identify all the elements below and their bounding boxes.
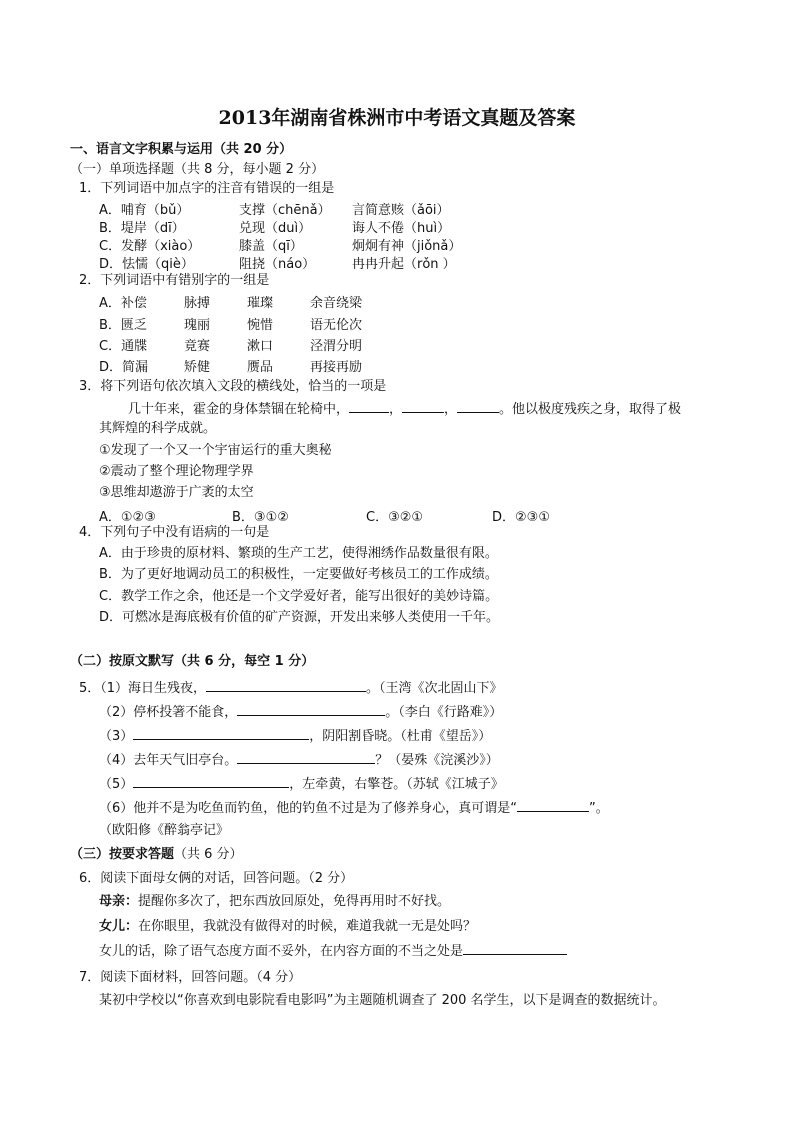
q5-4-prompt: （4）去年天气旧亭台。 — [99, 753, 238, 768]
section3-title: （三）按要求答题 — [70, 847, 175, 862]
section2-heading: （二）按原文默写（共 6 分，每空 1 分） — [70, 654, 315, 669]
section1-heading: 一、语言文字积累与运用（共 20 分） — [70, 142, 293, 157]
q1-option: A．哺育（bǔ） — [99, 203, 190, 218]
q5-5-source: ，左牵黄，右擎苍。（苏轼《江城子》 — [289, 777, 504, 792]
q6-stem: 6．阅读下面母女俩的对话，回答问题。（2 分） — [79, 871, 354, 886]
q3-option: B．③①② — [232, 510, 289, 525]
q5-3-prompt: （3） — [99, 729, 134, 744]
q1-option: 阻挠（náo） — [239, 257, 316, 272]
q5-6-blank[interactable] — [517, 798, 589, 812]
q5-4-blank[interactable] — [237, 750, 375, 764]
q2-option: 赝品 — [247, 360, 274, 375]
q5-3-blank[interactable] — [133, 726, 309, 740]
q3-passage — [128, 399, 681, 419]
q2-option: 漱口 — [247, 339, 274, 354]
q2-option: 竟赛 — [184, 339, 211, 354]
q3-item: ③思维却遨游于广袤的太空 — [99, 485, 254, 500]
q2-option: D．简漏 — [99, 360, 149, 375]
q5-2-prompt: （2）停杯投箸不能食， — [99, 705, 238, 720]
q5-1 — [79, 678, 503, 698]
q4-option: B．为了更好地调动员工的积极性，一定要做好考核员工的工作成绩。 — [99, 567, 498, 582]
q4-stem: 4．下列句子中没有语病的一句是 — [79, 525, 270, 540]
q2-stem: 2．下列词语中有错别字的一组是 — [79, 273, 270, 288]
part1-heading: （一）单项选择题（共 8 分，每小题 2 分） — [70, 162, 325, 177]
q3-item: ①发现了一个又一个宇宙运行的重大奥秘 — [99, 443, 332, 458]
q4-option: D．可燃冰是海底极有价值的矿产资源，开发出来够人类使用一千年。 — [99, 610, 500, 625]
q6-daughter-label: 女儿： — [99, 919, 139, 934]
q5-5-blank[interactable] — [133, 774, 289, 788]
q6-mother — [99, 893, 450, 911]
q5-4-source: ？（晏殊《浣溪沙》） — [375, 753, 499, 768]
q3-passage-end: 。他以极度残疾之身，取得了极 — [499, 402, 682, 417]
section3-heading — [70, 846, 243, 864]
q3-item: ②震动了整个理论物理学界 — [99, 464, 254, 479]
q5-6-source: （欧阳修《醉翁亭记》 — [99, 823, 230, 838]
q2-option: 惋惜 — [247, 318, 274, 333]
q2-option: 瑰丽 — [184, 318, 211, 333]
q3-sep: ， — [389, 402, 403, 417]
q4-option: A．由于珍贵的原材料、繁琐的生产工艺，使得湘绣作品数量很有限。 — [99, 546, 498, 561]
q4-option: C．教学工作之余，他还是一个文学爱好者，能写出很好的美妙诗篇。 — [99, 589, 499, 604]
q2-option: 脉搏 — [184, 296, 211, 311]
q3-option: A．①②③ — [99, 510, 156, 525]
q2-option: A．补偿 — [99, 296, 147, 311]
section3-points: （共 6 分） — [174, 847, 243, 862]
q5-1-prompt: 5．（1）海日生残夜， — [79, 681, 207, 696]
q3-blank-1[interactable] — [349, 399, 389, 413]
q5-2-blank[interactable] — [237, 702, 385, 716]
q5-2-source: 。（李白《行路难》） — [385, 705, 503, 720]
q2-option: 矫健 — [184, 360, 211, 375]
q5-3 — [99, 726, 491, 746]
q1-option: C．发酵（xiào） — [99, 239, 201, 254]
q5-1-source: 。（王湾《次北固山下》 — [366, 681, 503, 696]
q2-option: 语无伦次 — [310, 318, 363, 333]
q5-6-close: ”。 — [589, 801, 609, 816]
q1-option: 冉冉升起（rǒn ） — [352, 257, 456, 272]
q5-5 — [99, 774, 504, 794]
q5-5-prompt: （5） — [99, 777, 134, 792]
q1-option: B．堤岸（dī） — [99, 221, 185, 236]
q1-stem: 1．下列词语中加点字的注音有错误的一组是 — [79, 181, 335, 196]
q3-passage-line2: 其辉煌的科学成就。 — [99, 421, 217, 436]
q1-option: 支撑（chēnǎ） — [239, 203, 331, 218]
q6-daughter — [99, 918, 476, 936]
q2-option: B．匮乏 — [99, 318, 147, 333]
q5-6-prompt: （6）他并不是为吃鱼而钓鱼，他的钓鱼不过是为了修养身心，真可谓是“ — [99, 801, 518, 816]
q3-sep: ， — [444, 402, 458, 417]
q2-option: 璀璨 — [247, 296, 274, 311]
q6-answer-blank[interactable] — [463, 941, 567, 955]
q2-option: C．通牒 — [99, 339, 148, 354]
q1-option: 诲人不倦（huì） — [352, 221, 451, 236]
q3-option: C．③②① — [366, 510, 424, 525]
q6-mother-label: 母亲： — [99, 894, 139, 909]
q5-3-source: ，阴阳割昏晓。（杜甫《望岳》） — [309, 729, 492, 744]
q1-option: D．怯懦（qiè） — [99, 257, 194, 272]
q1-option: 炯炯有神（jiǒnǎ） — [352, 239, 462, 254]
q7-stem: 7．阅读下面材料，回答问题。（4 分） — [79, 970, 302, 985]
q6-daughter-text: 在你眼里，我就没有做得对的时候，难道我就一无是处吗？ — [138, 919, 477, 934]
q3-option: D．②③① — [492, 510, 550, 525]
q3-blank-2[interactable] — [402, 399, 444, 413]
q6-question — [99, 941, 567, 961]
q3-blank-3[interactable] — [457, 399, 499, 413]
q5-1-blank[interactable] — [206, 678, 366, 692]
q1-option: 言简意赅（ǎōi） — [352, 203, 450, 218]
q7-text: 某初中学校以“你喜欢到电影院看电影吗”为主题随机调查了 200 名学生，以下是调查的数据统计。 — [99, 993, 666, 1008]
q2-option: 再接再励 — [310, 360, 363, 375]
q6-mother-text: 提醒你多次了，把东西放回原处，免得再用时不好找。 — [138, 894, 451, 909]
q5-4 — [99, 750, 499, 770]
q3-passage-start: 几十年来，霍金的身体禁锢在轮椅中， — [128, 402, 350, 417]
q1-option: 兑现（duì） — [239, 221, 312, 236]
q3-stem: 3．将下列语句依次填入文段的横线处，恰当的一项是 — [79, 379, 387, 394]
q2-option: 泾渭分明 — [310, 339, 363, 354]
q5-2 — [99, 702, 502, 722]
page-title: 2013年湖南省株洲市中考语文真题及答案 — [218, 107, 576, 129]
q5-6 — [99, 798, 609, 818]
q2-option: 余音绕梁 — [310, 296, 363, 311]
q1-option: 膝盖（qī） — [239, 239, 303, 254]
q6-question-text: 女儿的话，除了语气态度方面不妥外，在内容方面的不当之处是 — [99, 944, 464, 959]
